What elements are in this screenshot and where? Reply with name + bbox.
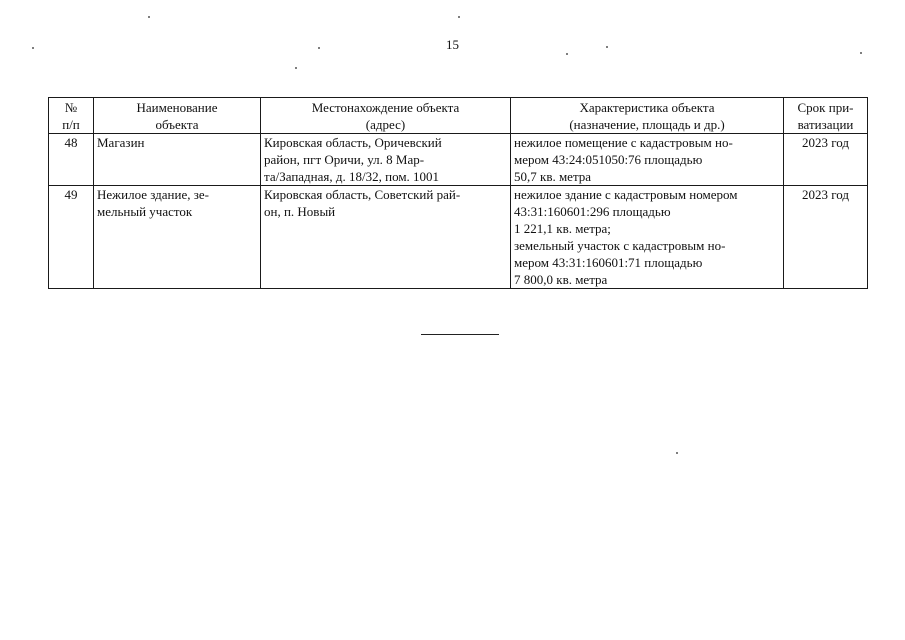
end-divider-line: [421, 334, 499, 335]
scan-speck: [318, 47, 320, 49]
privatization-term: 2023 год: [784, 186, 868, 289]
privatization-table: [48, 97, 868, 289]
object-name: Нежилое здание, зе- мельный участок: [94, 186, 261, 289]
row-number: 48: [49, 134, 94, 186]
object-name: Магазин: [94, 134, 261, 186]
header-name: Наименование объекта: [94, 98, 261, 134]
table-row: [49, 134, 868, 186]
object-location: Кировская область, Оричевский район, пгт Оричи, ул. 8 Мар- та/Западная, д. 18/32, пом. 1001: [261, 134, 511, 186]
scan-speck: [606, 46, 608, 48]
object-characteristics: нежилое здание с кадастровым номером 43:31:160601:296 площадью 1 221,1 кв. метра; земельный участок с кадастровым но- мером 43:31:160601:71 площадью 7 800,0 кв. метра: [511, 186, 784, 289]
scan-speck: [32, 47, 34, 49]
scan-speck: [566, 53, 568, 55]
scan-speck: [860, 52, 862, 54]
object-characteristics: нежилое помещение с кадастровым но- мером 43:24:051050:76 площадью 50,7 кв. метра: [511, 134, 784, 186]
header-location: Местонахождение объекта (адрес): [261, 98, 511, 134]
scan-speck: [458, 16, 460, 18]
scan-speck: [295, 67, 297, 69]
header-term: Срок при- ватизации: [784, 98, 868, 134]
table-header-row: [49, 98, 868, 134]
privatization-term: 2023 год: [784, 134, 868, 186]
scan-speck: [676, 452, 678, 454]
scan-speck: [148, 16, 150, 18]
object-location: Кировская область, Советский рай- он, п. Новый: [261, 186, 511, 289]
page-number: 15: [446, 37, 459, 52]
header-characteristics: Характеристика объекта (назначение, площадь и др.): [511, 98, 784, 134]
table-row: [49, 186, 868, 289]
row-number: 49: [49, 186, 94, 289]
header-num: № п/п: [49, 98, 94, 134]
